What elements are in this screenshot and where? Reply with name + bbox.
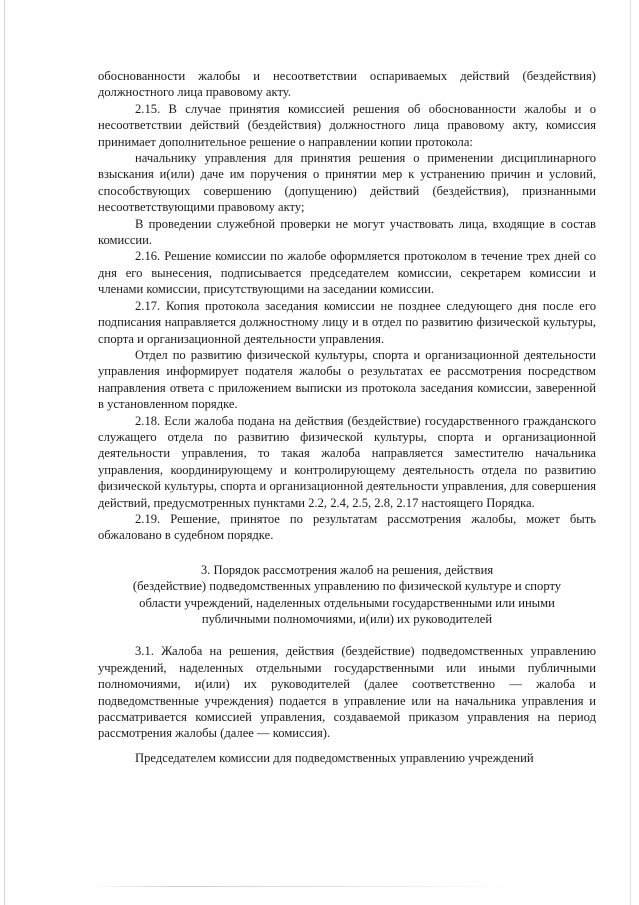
paragraph-department-informs: Отдел по развитию физической культуры, спорта и организационной деятельности управления информирует подателя жалобы о результатах ее рассмотрения посредством направления ответа с приложением выписки из протокола заседания комиссии, заверенной в установленном порядке.	[98, 347, 596, 412]
paragraph-2-17: 2.17. Копия протокола заседания комиссии не позднее следующего дня после его подписания направляется должностному лицу и в отдел по развитию физической культуры, спорта и организационной деятельности управления.	[98, 298, 596, 346]
heading-line: (бездействие) подведомственных управлению по физической культуре и спорту	[132, 579, 562, 594]
paragraph-inspection-participants: В проведении служебной проверки не могут участвовать лица, входящие в состав комиссии.	[98, 216, 596, 248]
page-edge-left	[4, 0, 5, 905]
paragraph-commission-chair: Председателем комиссии для подведомственных управлению учреждений	[135, 750, 534, 765]
paragraph-continuation: обоснованности жалобы и несоответствии оспариваемых действий (бездействия) должностного лица правовому акту.	[98, 69, 596, 100]
page-edge-right	[630, 0, 631, 905]
document-body	[98, 68, 596, 766]
paragraph-2-15: 2.15. В случае принятия комиссией решения об обоснованности жалобы и о несоответствии действий (бездействия) должностного лица правовому акту, комиссия принимает дополнительное решение о направлении копии протокола:	[98, 101, 596, 149]
section-3-heading	[98, 562, 596, 628]
paragraph-2-18: 2.18. Если жалоба подана на действия (бездействие) государственного гражданского служащего отдела по развитию физической культуры, спорта и организационной деятельности управления, то такая жалоба направляется заместителю начальника управления, координирующему и контролирующему деятельность отдела по развитию физической культуры, спорта и организационной деятельности управления, для совершения действий, предусмотренных пунктами 2.2, 2.4, 2.5, 2.8, 2.17 настоящего Порядка.	[98, 413, 596, 510]
scan-bottom-edge	[90, 886, 520, 887]
paragraph-2-19: 2.19. Решение, принятое по результатам рассмотрения жалобы, может быть обжаловано в судебном порядке.	[98, 511, 596, 543]
heading-line: 3. Порядок рассмотрения жалоб на решения, действия	[200, 562, 494, 577]
paragraph-3-1: 3.1. Жалоба на решения, действия (бездействие) подведомственных управлению учреждений, наделенных отдельными государственными или иными публичными полномочиями, и(или) их руководителей (далее соответственно — жалоба и подведомственные учреждения) подается в управление или на начальника управления и рассматривается комиссией управления, создаваемой приказом управления на период рассмотрения жалобы (далее — комиссия).	[98, 644, 596, 741]
paragraph-2-16: 2.16. Решение комиссии по жалобе оформляется протоколом в течение трех дней со дня его вынесения, подписывается председателем комиссии, секретарем комиссии и членами комиссии, присутствующими на заседании комиссии.	[98, 249, 596, 297]
heading-line: публичными полномочиями, и(или) их руководителей	[201, 612, 493, 626]
heading-line: области учреждений, наделенных отдельными государственными или иными	[139, 595, 555, 610]
paragraph-head-of-department: начальнику управления для принятия решения о применении дисциплинарного взыскания и(или) даче им поручения о принятии мер к устранению причин и условий, способствующих совершению (допущению) действий (бездействия), признанными несоответствующими правовому акту;	[98, 151, 596, 215]
